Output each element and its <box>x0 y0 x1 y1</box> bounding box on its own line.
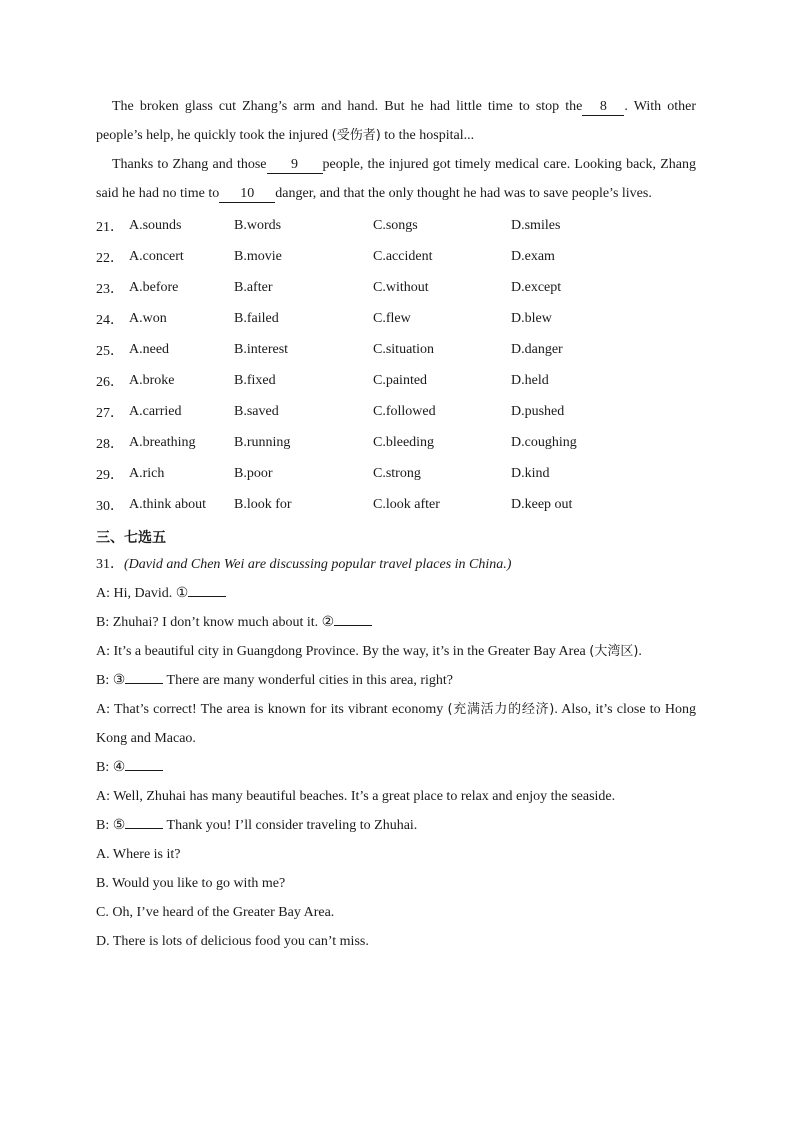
question-number: 31． <box>96 557 124 572</box>
option-row <box>96 241 696 272</box>
blank-9[interactable]: 9 <box>267 157 323 174</box>
dialogue-line-2 <box>96 608 696 637</box>
option-a[interactable]: A.won <box>129 310 167 326</box>
dialogue-text: . <box>638 644 642 659</box>
question-number: 21． <box>96 219 124 235</box>
passage-paragraph-1 <box>96 92 696 150</box>
answer-blank-2[interactable] <box>334 625 372 626</box>
option-a[interactable]: A.concert <box>129 248 184 264</box>
dialogue-text: Thank you! I’ll consider traveling to Zhuhai. <box>163 818 418 833</box>
document-content <box>96 92 696 956</box>
option-d[interactable]: D.exam <box>511 248 555 264</box>
blank-8[interactable]: 8 <box>582 99 624 116</box>
dialogue-text: B: ③ <box>96 673 126 688</box>
option-c[interactable]: C.strong <box>373 465 421 481</box>
answer-blank-4[interactable] <box>125 770 163 771</box>
option-d[interactable]: D.kind <box>511 465 550 481</box>
option-row <box>96 396 696 427</box>
option-row <box>96 427 696 458</box>
question-number: 26． <box>96 374 124 390</box>
option-c[interactable]: C.without <box>373 279 429 295</box>
dialogue-text: B: ⑤ <box>96 818 126 833</box>
option-b[interactable]: B.movie <box>234 248 282 264</box>
section-title: 三、七选五 <box>96 530 166 546</box>
option-c[interactable]: C.flew <box>373 310 411 326</box>
option-b[interactable]: B.saved <box>234 403 279 419</box>
option-d[interactable]: D.pushed <box>511 403 565 419</box>
dialogue-text: . Also, it’s close to Hong Kong and Macao. <box>96 702 696 746</box>
dialogue-line-3 <box>96 637 696 666</box>
option-row <box>96 489 696 520</box>
question-number: 29． <box>96 467 124 483</box>
option-b[interactable]: B.after <box>234 279 273 295</box>
question-number: 30． <box>96 498 124 514</box>
answer-blank-1[interactable] <box>188 596 226 597</box>
option-row <box>96 334 696 365</box>
option-a[interactable]: A.think about <box>129 496 206 512</box>
option-d[interactable]: D.held <box>511 372 549 388</box>
option-a[interactable]: A.breathing <box>129 434 196 450</box>
dialogue-text: There are many wonderful cities in this area, right? <box>163 673 454 688</box>
dialogue-line-8 <box>96 811 696 840</box>
dialogue-text: A: That’s correct! The area is known for its vibrant economy <box>96 702 448 717</box>
option-a[interactable]: A.need <box>129 341 170 357</box>
option-b[interactable]: B.running <box>234 434 291 450</box>
passage-paragraph-2 <box>96 150 696 208</box>
question-number: 24． <box>96 312 124 328</box>
passage-text: . With other people’s help, he quickly took the injured <box>96 99 696 143</box>
dialogue-text: A: Well, Zhuhai has many beautiful beaches. It’s a great place to relax and enjoy the seaside. <box>96 789 616 804</box>
passage-text: people, the injured got timely medical care. Looking back, Zhang said he had no time to <box>96 157 696 201</box>
dialogue-line-4 <box>96 666 696 695</box>
choice-c[interactable]: C. Oh, I’ve heard of the Greater Bay Area. <box>96 905 335 920</box>
choice-b[interactable]: B. Would you like to go with me? <box>96 876 286 891</box>
passage-text: The broken glass cut Zhang’s arm and hand. But he had little time to stop the <box>112 99 583 114</box>
option-c[interactable]: C.bleeding <box>373 434 435 450</box>
option-c[interactable]: C.look after <box>373 496 440 512</box>
option-d[interactable]: D.except <box>511 279 562 295</box>
question-number: 25． <box>96 343 124 359</box>
option-b[interactable]: B.poor <box>234 465 273 481</box>
choice-d[interactable]: D. There is lots of delicious food you can’t miss. <box>96 934 369 949</box>
chinese-gloss: (充满活力的经济) <box>447 702 555 717</box>
dialogue-text: A: It’s a beautiful city in Guangdong Province. By the way, it’s in the Greater Bay Area <box>96 644 590 659</box>
dialogue-line-7 <box>96 782 696 811</box>
option-a[interactable]: A.broke <box>129 372 175 388</box>
dialogue-line-1 <box>96 579 696 608</box>
dialogue-line-5 <box>96 695 696 753</box>
option-row <box>96 458 696 489</box>
option-b[interactable]: B.look for <box>234 496 292 512</box>
option-a[interactable]: A.before <box>129 279 179 295</box>
question-number: 28． <box>96 436 124 452</box>
option-a[interactable]: A.rich <box>129 465 165 481</box>
blank-10[interactable]: 10 <box>219 186 275 203</box>
option-b[interactable]: B.interest <box>234 341 289 357</box>
options-list <box>96 210 696 520</box>
question-number: 27． <box>96 405 124 421</box>
option-c[interactable]: C.situation <box>373 341 435 357</box>
choice-a[interactable]: A. Where is it? <box>96 847 181 862</box>
answer-blank-5[interactable] <box>125 828 163 829</box>
option-row <box>96 303 696 334</box>
passage-text: to the hospital... <box>380 128 475 143</box>
option-c[interactable]: C.accident <box>373 248 433 264</box>
dialogue-text: A: Hi, David. ① <box>96 586 189 601</box>
chinese-gloss: (受伤者) <box>331 128 381 143</box>
option-a[interactable]: A.sounds <box>129 217 182 233</box>
option-c[interactable]: C.followed <box>373 403 436 419</box>
option-row <box>96 210 696 241</box>
question-intro: (David and Chen Wei are discussing popular travel places in China.) <box>124 557 512 572</box>
option-row <box>96 365 696 396</box>
option-c[interactable]: C.songs <box>373 217 418 233</box>
chinese-gloss: (大湾区) <box>589 644 639 659</box>
option-d[interactable]: D.danger <box>511 341 563 357</box>
question-number: 23． <box>96 281 124 297</box>
dialogue-line-6 <box>96 753 696 782</box>
option-d[interactable]: D.smiles <box>511 217 561 233</box>
option-a[interactable]: A.carried <box>129 403 182 419</box>
question-31-intro <box>96 550 696 579</box>
question-number: 22． <box>96 250 124 266</box>
option-c[interactable]: C.painted <box>373 372 428 388</box>
passage-text: danger, and that the only thought he had was to save people’s lives. <box>275 186 652 201</box>
dialogue-text: B: Zhuhai? I don’t know much about it. ② <box>96 615 335 630</box>
option-d[interactable]: D.keep out <box>511 496 573 512</box>
option-b[interactable]: B.fixed <box>234 372 276 388</box>
option-row <box>96 272 696 303</box>
option-b[interactable]: B.words <box>234 217 282 233</box>
passage-text: Thanks to Zhang and those <box>112 157 267 172</box>
option-d[interactable]: D.blew <box>511 310 552 326</box>
dialogue-text: B: ④ <box>96 760 126 775</box>
option-d[interactable]: D.coughing <box>511 434 577 450</box>
answer-blank-3[interactable] <box>125 683 163 684</box>
option-b[interactable]: B.failed <box>234 310 279 326</box>
